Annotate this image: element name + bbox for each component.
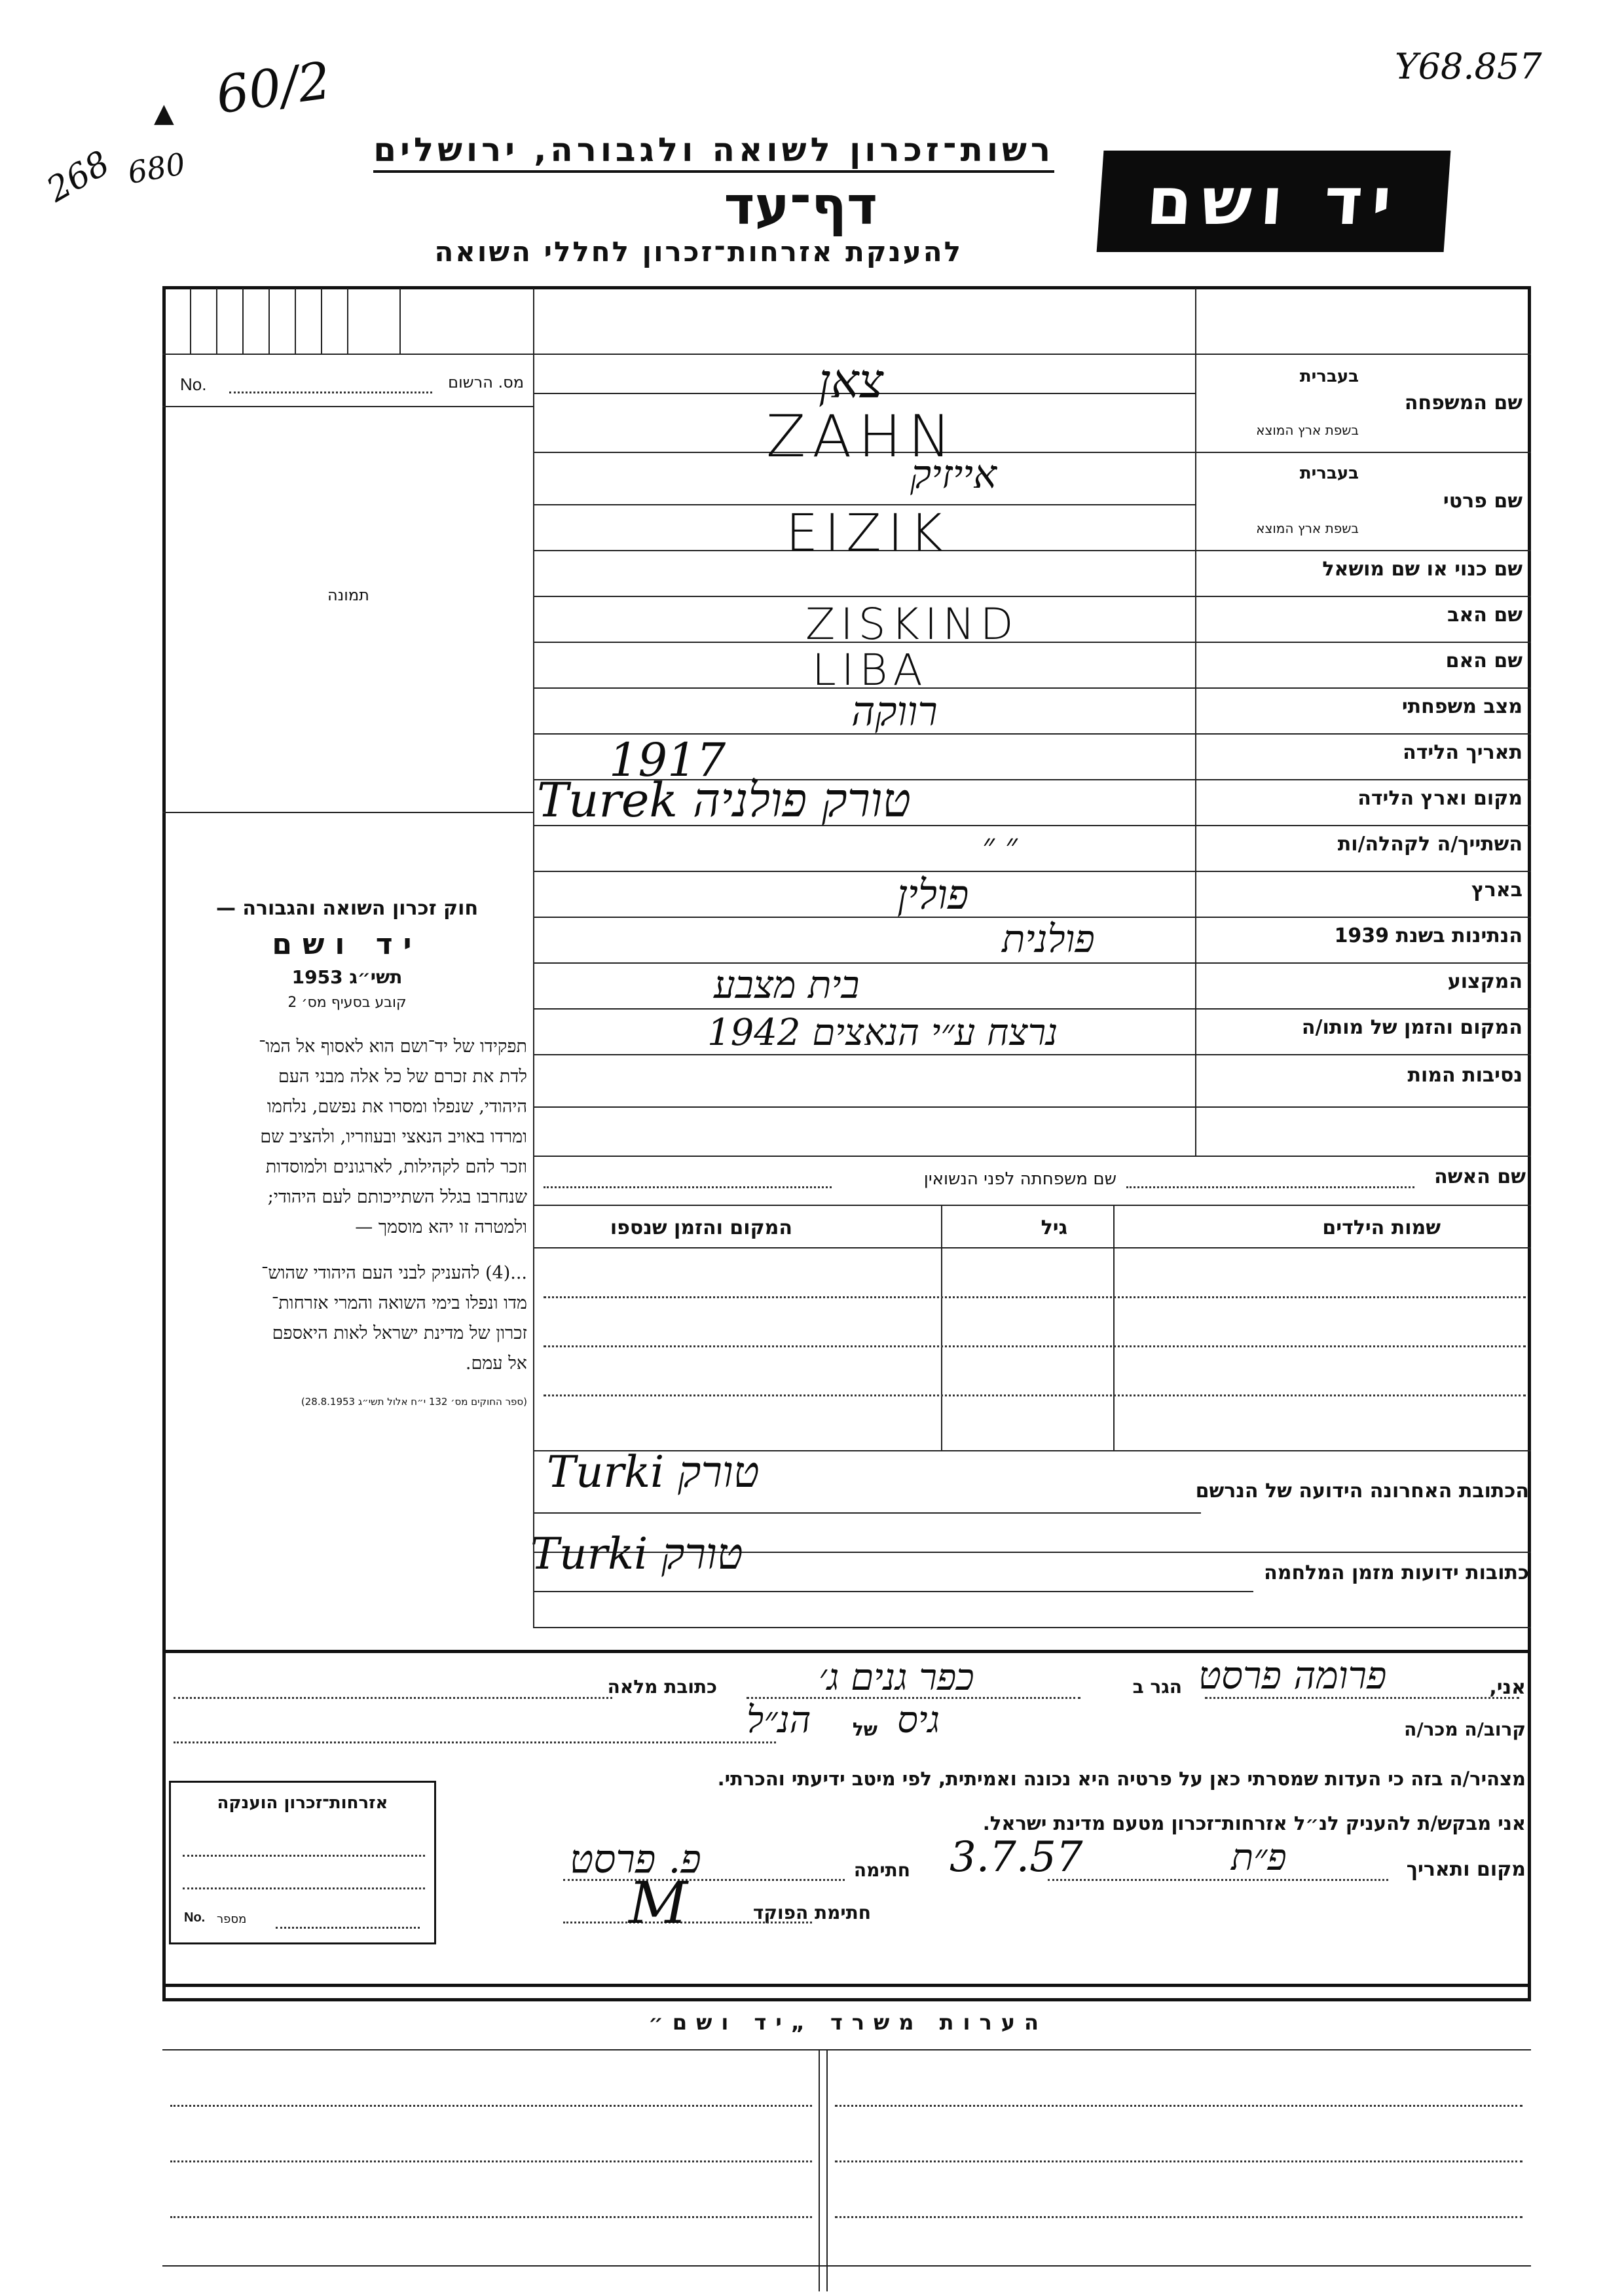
marital-status-value: רווקה — [851, 687, 938, 735]
spouse-label: שם האשה — [1434, 1165, 1526, 1188]
law-line: מדו ונפלו בימי השואה והמרי אזרחות־ — [271, 1293, 527, 1313]
community-value: ״ ״ — [982, 826, 1018, 864]
children-place-time-header: המקום והזמן שנספו — [610, 1216, 792, 1239]
field-sublabel-hebrew: בעברית — [1299, 367, 1359, 386]
form-title: דף־עד — [724, 175, 877, 236]
field-label-surname: שם המשפחה — [1404, 392, 1522, 414]
law-reference: (ספר החוקים מס׳ 132 י״ח אלול תשי״ג 28.8.1953) — [301, 1396, 527, 1408]
field-label-birth-date: תאריך הלידה — [1403, 741, 1522, 764]
officer-signature-value: M — [629, 1869, 688, 1937]
full-address-label: כתובת מלאה — [607, 1676, 717, 1698]
nationality-value: פולנית — [1002, 917, 1095, 961]
war-address-value: Turki טורק — [530, 1529, 743, 1579]
declarant-i-label: אני, — [1489, 1676, 1526, 1699]
field-label-marital-status: מצב משפחתי — [1401, 695, 1522, 718]
field-label-nationality: הנתינות בשנת 1939 — [1334, 924, 1522, 947]
citizenship-number-label: מספר — [217, 1912, 247, 1926]
war-address-label: כתובות ידועות מזמן המלחמה — [1264, 1561, 1529, 1584]
archive-number: Y68.857 — [1395, 46, 1542, 87]
surname-hebrew-value: צאן — [819, 354, 884, 409]
law-year: תשי״ג 1953 — [291, 966, 403, 988]
law-block — [167, 897, 527, 1408]
field-label-country: בארץ — [1471, 879, 1522, 902]
field-sublabel-origin: בשפת ארץ המוצא — [1256, 520, 1359, 536]
law-clause: קובע בסעיף מס׳ 2 — [287, 994, 407, 1011]
mother-name-value: LIBA — [812, 645, 928, 695]
field-label-father: שם האב — [1447, 604, 1522, 627]
law-line: תפקידו של יד־ושם הוא לאסוף אל המו־ — [259, 1036, 527, 1057]
corner-scribble: 60/2 — [212, 51, 335, 126]
children-age-header: גיל — [1041, 1216, 1067, 1239]
profession-value: בית מצבע — [714, 962, 860, 1007]
last-address-label: הכתובת האחרונה הידועה של הנרשם — [1195, 1480, 1529, 1503]
relative-label: קרוב/ה מכר/ה — [1404, 1719, 1526, 1740]
field-sublabel-hebrew: בעברית — [1299, 464, 1359, 483]
resides-label: הגר ב — [1132, 1676, 1182, 1698]
law-name: יד ושם — [272, 928, 422, 961]
law-line: ולמטרה זו יהא מוסמך — — [355, 1217, 527, 1237]
field-label-first-name: שם פרטי — [1443, 490, 1522, 513]
office-notes-title: הערות משרד „יד ושם״ — [648, 2010, 1048, 2035]
citizenship-no-label: No. — [184, 1910, 206, 1925]
law-line: לדת את זכרם של כל אלה מבני העם — [278, 1066, 527, 1087]
field-label-community: השתייך/ה לקהלה/ות — [1337, 833, 1522, 856]
first-name-hebrew-value: אייזיק — [910, 452, 997, 498]
logo-text: יד ושם — [1144, 163, 1403, 240]
residence-value: כפר גנים ג׳ — [819, 1656, 974, 1699]
citizenship-title: אזרחות־זכרון הוענקה — [217, 1793, 388, 1813]
authority-name: רשות־זכרון לשואה ולגבורה, ירושלים — [373, 131, 1054, 173]
corner-scribble: 268 — [40, 143, 117, 210]
officer-signature-label: חתימת הפוקד — [752, 1902, 871, 1923]
field-sublabel-origin: בשפת ארץ המוצא — [1256, 422, 1359, 438]
law-line: וזכר להם לקהילות, לארגונים ולמוסדות — [265, 1157, 527, 1177]
law-paragraph — [167, 1258, 527, 1379]
law-line: שנחרבו בגלל השתייכותם לעם היהודי; — [267, 1187, 527, 1207]
law-line: ...(4) להעניק לבני העם היהודי שהוש־ — [261, 1263, 527, 1283]
field-label-mother: שם האם — [1445, 649, 1522, 672]
place-date-label: מקום ותאריך — [1406, 1858, 1526, 1881]
birth-date-value: 1917 — [609, 733, 726, 787]
death-place-time-value: נרצח ע״י הנאצים 1942 — [707, 1011, 1058, 1054]
of-label: של — [852, 1719, 877, 1740]
declaration-statement: מצהיר/ה בזה כי העדות שמסרתי כאן על פרטיה היא נכונה ואמיתית, לפי מיטב ידיעתי והכרתי. — [717, 1768, 1526, 1790]
relation-value: גיס — [897, 1699, 940, 1741]
children-names-header: שמות הילדים — [1322, 1216, 1441, 1239]
country-value: פולין — [897, 871, 969, 919]
law-line: היהודי, שנפלו ומסרו את נפשם, נלחמו — [267, 1097, 527, 1117]
triangle-mark-icon: ▲ — [154, 98, 174, 128]
law-paragraph — [167, 1032, 527, 1243]
law-line: ומרדו באויב הנאצי ובעוזריו, ולהציב שם — [260, 1127, 527, 1147]
law-line: אל עמם. — [465, 1353, 527, 1374]
form-subtitle: להענקת אזרחות־זכרון לחללי השואה — [434, 236, 963, 268]
law-title: חוק זכרון השואה והגבורה — — [215, 897, 479, 920]
declarant-name-value: פרומה פרסט — [1198, 1653, 1387, 1698]
citizenship-box — [169, 1781, 436, 1944]
registration-no-label: No. — [180, 374, 207, 394]
yad-vashem-logo — [1097, 151, 1451, 252]
surname-origin-value: ZAHN — [766, 403, 958, 470]
field-label-nickname: שם כנוי או שם מושאל — [1322, 558, 1522, 581]
field-label-death-circumstances: נסיבות המות — [1407, 1064, 1522, 1087]
registration-label: מס. הרשום — [448, 373, 524, 392]
signature-value: פ. פרסט — [570, 1836, 701, 1882]
photo-label: תמונה — [327, 586, 369, 604]
field-label-death-place-time: המקום והזמן של מותו/ה — [1301, 1016, 1522, 1039]
corner-scribble: 680 — [124, 145, 188, 191]
spouse-maiden-label: שם משפחתה לפני הנשואין — [923, 1169, 1116, 1189]
date-value: 3.7.57 — [950, 1833, 1083, 1882]
field-label-profession: המקצוע — [1447, 970, 1522, 993]
field-label-birthplace: מקום וארץ הלידה — [1357, 787, 1522, 810]
birthplace-value: Turek טורק פולניה — [537, 773, 911, 828]
last-address-value: Turki טורק — [547, 1447, 760, 1497]
father-name-value: ZISKIND — [805, 599, 1019, 649]
signature-label: חתימה — [853, 1859, 910, 1881]
place-value: פ״ת — [1231, 1836, 1287, 1879]
law-line: זכרון של מדינת ישראל לאות היאספם — [272, 1323, 527, 1343]
first-name-origin-value: EIZIK — [786, 504, 950, 563]
of-value: הנ״ל — [747, 1699, 811, 1741]
declaration-request: אני מבקש/ת להעניק לנ״ל אזרחות־זכרון מטעם מדינת ישראל. — [982, 1812, 1526, 1834]
